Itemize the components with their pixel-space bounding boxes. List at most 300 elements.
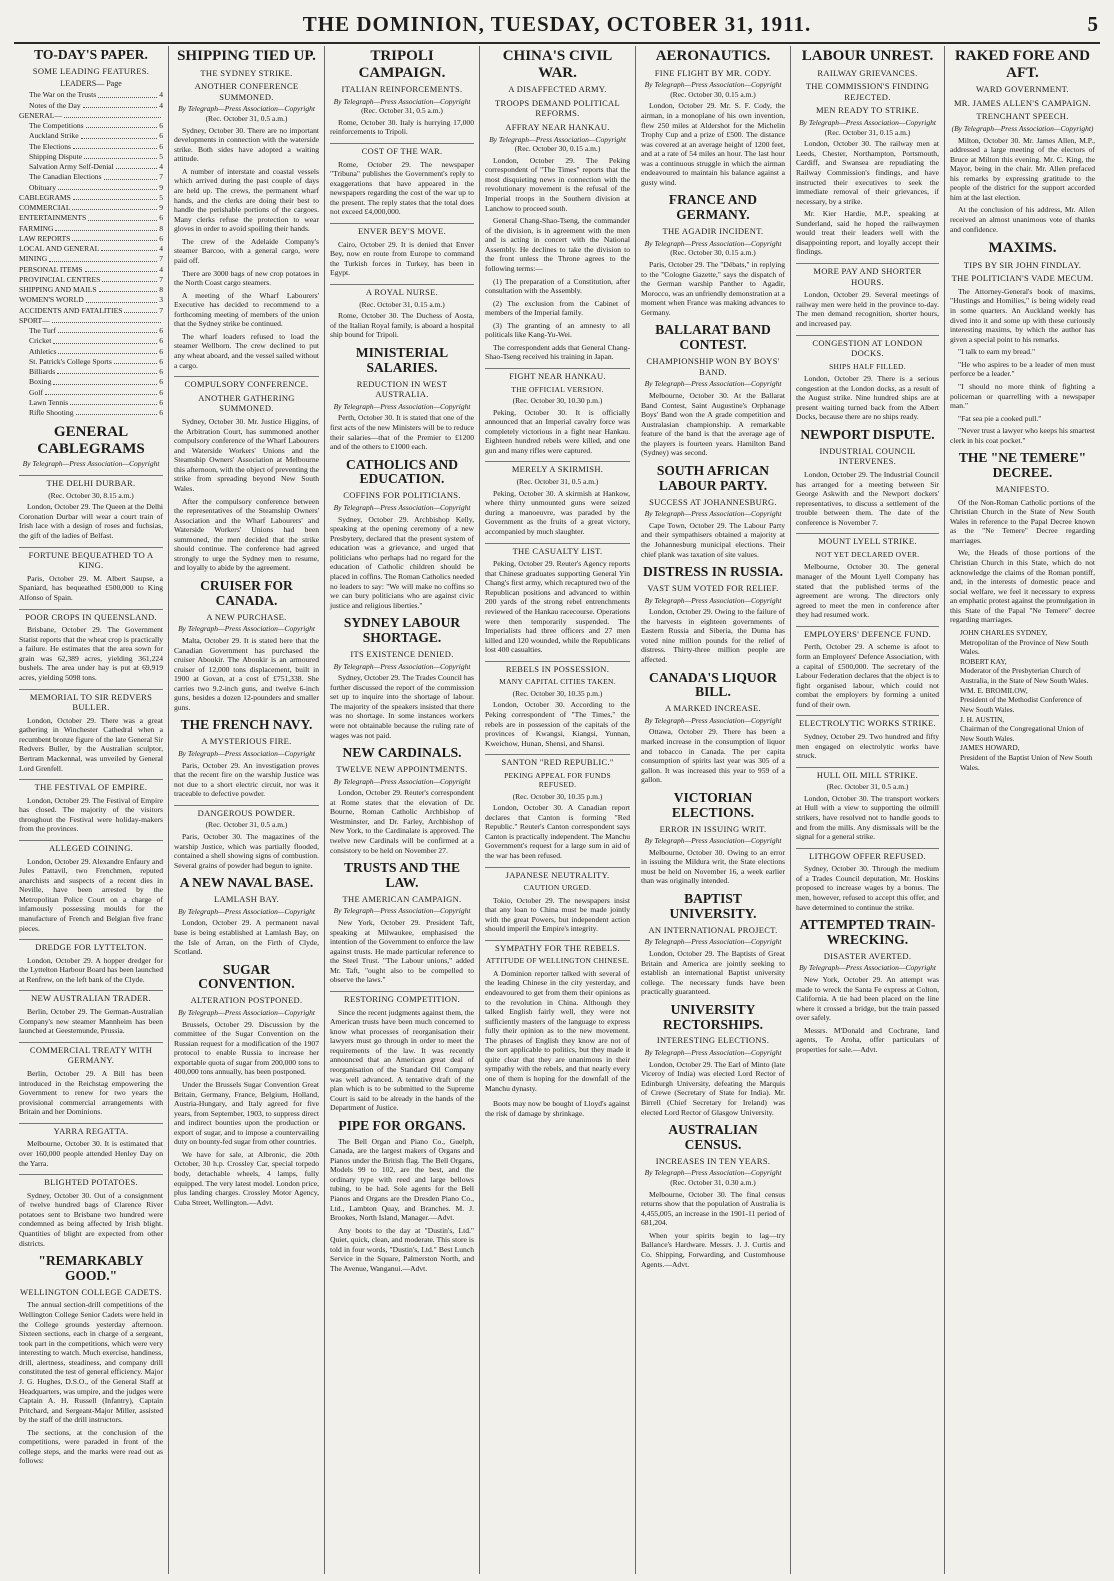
paragraph: "I should no more think of fighting a policeman or quarrelling with a newspaper man." (950, 381, 1095, 411)
article (641, 671, 785, 785)
article (641, 193, 785, 317)
article (174, 48, 319, 370)
article-headline: NEWPORT DISPUTE. (800, 426, 935, 442)
subheading: COST OF THE WAR. (330, 143, 474, 157)
leader-dots (116, 162, 157, 169)
subheading: CHAMPIONSHIP WON BY BOYS' BAND. (646, 356, 780, 377)
feature-page: 7 (159, 274, 163, 284)
article (174, 805, 319, 871)
feature-row (19, 285, 163, 295)
article-headline: CHINA'S CIVIL WAR. (502, 48, 613, 81)
byline: By Telegraph—Press Association—Copyright (178, 906, 315, 916)
paragraph: London, October 29. Alexandre Enfaury and Jules Pattavil, two Frenchmen, reputed anarchists and suspects of a recent dies in Neville, have been arrested by the Metropolitan Police Court on a charge of infamously possessing moulds for the manufacture of French and Belgian five franc pieces. (19, 856, 163, 933)
leader-dots (81, 131, 158, 138)
dateline: (Rec. October 31, 0.30 a.m.) (670, 1178, 756, 1188)
paragraph: Since the recent judgments against them, the American trusts have been much concerned to know what processes of reorganisation their lawyers must go through in order to meet the requirements of the law. It was recently announced that an American great deal of reorganisation of the Standard Oil Company was well advanced. A tentative draft of the plan which is to be submitted to the Supreme Court is said to be already in the hands of the Department of Justice. (330, 1007, 474, 1113)
subheading: A ROYAL NURSE. (330, 284, 474, 298)
article (485, 940, 630, 1093)
article (796, 767, 939, 842)
column-2 (168, 46, 324, 1574)
paragraph: General Chang-Shao-Tseng, the commander of the division, is in agreement with the men and is acting in concert with the National Assembly. He declines to take the division to the front unless the Throne agrees to the following terms:— (485, 216, 630, 273)
feature-page: 6 (159, 408, 163, 418)
article-headline: ATTEMPTED TRAIN-WRECKING. (799, 917, 936, 947)
subheading: POOR CROPS IN QUEENSLAND. (19, 609, 163, 623)
subheading: SYMPATHY FOR THE REBELS. (485, 940, 630, 954)
byline: By Telegraph—Press Association—Copyright (178, 748, 315, 758)
article-headline: THE "NE TEMERE" DECREE. (958, 450, 1087, 481)
paragraph: (3) The granting of an amnesty to all politicals like Kang-Yu-Wei. (485, 320, 630, 340)
article (796, 48, 939, 257)
article-headline: AERONAUTICS. (655, 48, 771, 64)
feature-row (19, 234, 163, 244)
feature-label: SPORT— (19, 315, 50, 325)
article (19, 1042, 163, 1117)
signature-line: President of the Methodist Conference of New South Wales. (960, 695, 1083, 714)
leader-dots (76, 408, 158, 415)
article (330, 991, 474, 1113)
article (485, 661, 630, 748)
article (796, 335, 939, 422)
paragraph: The correspondent adds that General Chang-Shao-Tseng received his training in Japan. (485, 342, 630, 362)
feature-page: 4 (159, 90, 163, 100)
article-headline: PIPE FOR ORGANS. (338, 1117, 466, 1133)
paragraph: Brisbane, October 29. The Government Statist reports that the wheat crop is practically a failure. He estimates that the area sown for grain was 62,389 acres, yielding 361,224 bushels. The area under hay is put at 69,919 acres, yielding 5098 tons. (19, 625, 163, 682)
leader-dots (45, 388, 157, 395)
article (174, 579, 319, 712)
subheading: LITHGOW OFFER REFUSED. (796, 848, 939, 862)
leader-dots (86, 295, 157, 302)
paragraph: Melbourne, October 30. It is estimated that over 160,000 people attended Henley Day on the Yarra. (19, 1139, 163, 1168)
paragraph: Peking, October 29. Reuter's Agency reports that Chinese graduates supporting General Yin Chang's first army, which recaptured two of the Republican positions and advanced to within 200 yards of the strong rebel entrenchments reviewed of the Hankau racecourse. Operations were then temporarily suspended. The Imperialists had three officers and 27 men killed and 120 wounded, while the Republicans lost 400 casualties. (485, 559, 630, 655)
paragraph: Paris, October 29. M. Albert Saupse, a Spaniard, has bequeathed £500,000 to King Alfonso of Spain. (19, 573, 163, 602)
feature-label: Athletics (29, 346, 57, 356)
article (796, 918, 939, 1054)
subheading: YARRA REGATTA. (19, 1123, 163, 1137)
paragraph: Rome, October 29. The newspaper "Tribuna" publishes the Government's reply to exaggerations that have appeared in the newspapers regarding the cost of the war up to the present. The reply states that the total does not exceed £4,000,000. (330, 159, 474, 217)
paragraph: "He who aspires to be a leader of men must perforce be a leader." (950, 359, 1095, 379)
feature-page: 8 (159, 223, 163, 233)
paragraph: Sydney, October 30. Out of a consignment of twelve hundred bags of Clarence River potatoes sent to Brisbane two hundred were condemned as being affected by Irish blight. Quantities of blight are expected from other districts. (19, 1190, 163, 1248)
feature-row (19, 203, 163, 213)
feature-row (19, 142, 163, 152)
feature-label: LOCAL AND GENERAL (19, 244, 100, 254)
article (641, 565, 785, 664)
leader-dots (49, 254, 157, 261)
paragraph: We have for sale, at Albronic, die 20th October, 30 h.p. Crossley Car, special torpedo body, detachable wheels, 4 lamps, fully equipped. The very latest model. London price, plus landing charges. Crossley Motor Agency, Cuba Street, Wellington.—Advt. (174, 1149, 319, 1207)
feature-page: 3 (159, 295, 163, 305)
feature-page: 6 (159, 367, 163, 377)
article (330, 458, 474, 611)
leader-dots (73, 193, 157, 200)
features-header: LEADERS— Page (60, 79, 122, 89)
feature-label: Obituary (29, 182, 56, 192)
leader-dots (64, 111, 161, 118)
subheading: TWELVE NEW APPOINTMENTS. (336, 763, 468, 774)
feature-row (19, 121, 163, 131)
feature-row (19, 193, 163, 203)
leader-dots (88, 213, 157, 220)
feature-page: 9 (159, 182, 163, 192)
feature-row (19, 265, 163, 275)
signature-line: Moderator of the Presbyterian Church of Australia, in the State of New South Wales. (960, 666, 1089, 686)
subheading: INTERESTING ELECTIONS. (656, 1035, 770, 1046)
article-headline: TRIPOLI CAMPAIGN. (358, 48, 446, 81)
signature-line: JAMES HOWARD, (960, 743, 1020, 753)
subheading: A DISAFFECTED ARMY. (508, 84, 607, 94)
article-headline: CATHOLICS AND EDUCATION. (346, 456, 458, 487)
leader-dots (57, 367, 157, 374)
subheading: ENVER BEY'S MOVE. (330, 223, 474, 237)
dateline: (Rec. October 30, 10.35 p.m.) (512, 688, 603, 698)
column-4 (479, 46, 635, 1574)
dateline: (Rec. October 31, 0.5 a.m.) (826, 782, 909, 792)
paragraph: London, October 29. There was a great gathering in Winchester Cathedral when a recumbent bronze figure of the late General Sir Redvers Buller, by the Australian sculptor, Bertram Mackennal, was unveiled by General Lord Grenfell. (19, 715, 163, 773)
feature-page: 7 (159, 172, 163, 182)
paragraph: There are 3000 bags of new crop potatoes in the North Coast cargo steamers. (174, 268, 319, 288)
subheading: MEN READY TO STRIKE. (815, 105, 920, 116)
paragraph: Malta, October 29. It is stated here that the Canadian Government has purchased the cruiser Aboukir. The Aboukir is an armoured cruiser of 12,000 tons displacement, built in 1900 at Govan, at a cost of £751,338. She carries two 9.2-inch guns, and twelve 6-inch guns, besides a dozen 12-pounders and smaller guns. (174, 635, 319, 712)
article (330, 746, 474, 855)
subheading: MANIFESTO. (995, 484, 1050, 494)
paragraph: Cairo, October 29. It is denied that Enver Bey, now en route from Europe to command the Turkish forces in Turkey, has been in Egypt. (330, 239, 474, 278)
feature-row (19, 377, 163, 387)
paragraph: Sydney, October 30. Mr. Justice Higgins, of the Arbitration Court, has summoned another compulsory conference of the Wharf Labourers and Waterside Workers' Unions and the Steamship Owners' Association at Melbourne this afternoon, with the object of preventing the strike from spreading beyond New South Wales. (174, 417, 319, 493)
subheading: DISASTER AVERTED. (823, 950, 912, 961)
byline: By Telegraph—Press Association—Copyright (644, 238, 782, 248)
feature-row (19, 336, 163, 346)
paragraph: London, October 29. The Industrial Council has arranged for a meeting between Sir George Askwith and the Newport dockers' representatives, to discuss a settlement of the trouble between them. The date of the conference is November 7. (796, 470, 939, 527)
feature-label: The Competitions (29, 121, 84, 131)
article (19, 609, 163, 683)
article (485, 1099, 630, 1118)
leader-dots (83, 101, 158, 108)
article-headline: VICTORIAN ELECTIONS. (671, 789, 755, 820)
leader-dots (72, 234, 157, 241)
feature-label: Notes of the Day (29, 100, 81, 110)
dateline: (Rec. October 30, 0.15 a.m.) (670, 89, 756, 99)
article (796, 533, 939, 619)
article (19, 1123, 163, 1168)
paragraph: Sydney, October 30. There are no important developments in connection with the waterside strike. Both sides have adopted a waiting attitude. (174, 125, 319, 164)
feature-label: ENTERTAINMENTS (19, 213, 87, 223)
feature-row (19, 224, 163, 234)
paragraph: (1) The preparation of a Constitution, after consultation with the Assembly. (485, 276, 630, 296)
subheading: AFFRAY NEAR HANKAU. (505, 121, 610, 132)
subheading: TROOPS DEMAND POLITICAL REFORMS. (495, 97, 620, 119)
subheading: WARD GOVERNMENT. (976, 84, 1069, 94)
byline: By Telegraph—Press Association—Copyright (178, 1007, 315, 1017)
signature-line: President of the Baptist Union of New South Wales. (960, 753, 1093, 772)
feature-page: 7 (159, 254, 163, 264)
subheading: ERROR IN ISSUING WRIT. (659, 823, 767, 834)
feature-page: 4 (159, 244, 163, 254)
paragraph: London, October 30. A Canadian report declares that Canton is forming "Red Republic." Reuter's Canton correspondent says Canton is practically independent. The Manchu Government's request for a large sum in aid of the war has been refused. (485, 803, 630, 860)
article-headline: LABOUR UNREST. (801, 48, 934, 64)
dateline: (Rec. October 31, 0.5 a.m.) (361, 106, 443, 116)
paragraph: Cape Town, October 29. The Labour Party and their sympathisers obtained a majority at the Johannesburg municipal elections. Their chief plank was taxation of site values. (641, 520, 785, 559)
signature-line: ROBERT KAY, (960, 656, 1007, 666)
subheading: SUCCESS AT JOHANNESBURG. (649, 496, 777, 507)
paragraph: London, October 29. The Peking correspondent of "The Times" reports that the most disquieting news in connection with the revolutionary movement is the refusal of the Imperial troops in the Southern division at Lanchow to proceed south. (485, 155, 630, 213)
article (174, 963, 319, 1208)
paragraph: Berlin, October 29. A Bill has been introduced in the Reichstag empowering the Government to renew for two years the provisional commercial arrangements with Britain and her Dominions. (19, 1069, 163, 1117)
feature-row (19, 367, 163, 377)
feature-page: 5 (159, 192, 163, 202)
feature-page: 6 (159, 121, 163, 131)
feature-label: The Elections (29, 141, 71, 151)
feature-row (19, 131, 163, 141)
feature-row (19, 244, 163, 254)
dateline: (Rec. October 31, 0.5 a.m.) (205, 820, 288, 830)
feature-label: The Turf (29, 326, 56, 336)
leader-dots (55, 224, 157, 231)
feature-row (19, 254, 163, 264)
leader-dots (124, 306, 157, 313)
paragraph: Brussels, October 29. Discussion by the committee of the Sugar Convention on the Russian request for a modification of the 1907 protocol to enable Russia to increase her exportable quota of sugar from 200,000 tons to 400,000 tons annually, has been postponed. (174, 1019, 319, 1077)
subheading: COMPULSORY CONFERENCE. (174, 376, 319, 390)
feature-row (19, 408, 163, 418)
feature-row (19, 152, 163, 162)
feature-label: Billiards (29, 367, 56, 377)
paragraph: Melbourne, October 30. Owing to an error in issuing the Mildura writ, the State elections must be held on November 16, a week earlier than was originally intended. (641, 847, 785, 886)
subheading: COFFINS FOR POLITICIANS. (343, 490, 461, 501)
article-headline: RAKED FORE AND AFT. (954, 48, 1090, 81)
paragraph: Melbourne, October 30. The final census returns show that the population of Australia is 4,455,005, an increase in the 1901-11 period of 681,204. (641, 1189, 785, 1228)
paragraph: Rome, October 30. The Duchess of Aosta, of the Italian Royal family, is aboard a hospital ship bound for Tripoli. (330, 311, 474, 340)
subheading: RAILWAY GRIEVANCES. (817, 67, 918, 78)
paragraph: The wharf loaders refused to load the steamer Wellborn. The crew declined to put any wheat aboard, and the vessel sailed without a cargo. (174, 331, 319, 370)
article (330, 346, 474, 452)
subheading: ALTERATION POSTPONED. (190, 995, 303, 1006)
article (19, 840, 163, 933)
feature-label: The War on the Trusts (29, 90, 97, 100)
feature-label: ACCIDENTS AND FATALITIES (19, 305, 123, 315)
subheading: WELLINGTON COLLEGE CADETS. (20, 1286, 162, 1297)
byline: By Telegraph—Press Association—Copyright (644, 1168, 782, 1178)
paragraph: Paris, October 29. The "Débats," in replying to the "Cologne Gazette," says the dispatch of the German warship Panther to Agadir, Morocco, was an unfriendly demonstration at a moment when France was making advances to Germany. (641, 260, 785, 317)
article-headline: GENERAL CABLEGRAMS (37, 424, 145, 457)
byline: By Telegraph—Press Association—Copyright (644, 80, 782, 90)
feature-label: Golf (29, 387, 43, 397)
article-headline: DISTRESS IN RUSSIA. (643, 564, 783, 580)
dateline: (Rec. October 31, 0.5 a.m.) (205, 114, 288, 123)
byline: By Telegraph—Press Association—Copyright (489, 134, 626, 144)
article-headline: TRUSTS AND THE LAW. (343, 860, 461, 890)
paragraph: London, October 29. Reuter's correspondent at Rome states that the elevation of Dr. Bourne, Roman Catholic Archbishop of Westminster, and Dr. Farley, Archbishop of New York, to the Cardinalate is approved. The twelve new Cardinals will be confirmed at a consistory to be held on November 27. (330, 788, 474, 855)
paragraph: The Attorney-General's book of maxims, "Hustings and Homilies," is being widely read in some quarters. An Auckland weekly has dived into it and some up with these curiously interesting maxims, by which the author has given a special point to his remarks. (950, 286, 1095, 344)
subheading: THE CASUALTY LIST. (485, 543, 630, 557)
dateline: (Rec. October 31, 0.5 a.m.) (516, 477, 599, 487)
feature-page: 6 (159, 346, 163, 356)
feature-page: 6 (159, 213, 163, 223)
leader-dots (58, 326, 157, 333)
article (641, 464, 785, 559)
byline: By Telegraph—Press Association—Copyright (644, 937, 782, 947)
subheading: AN INTERNATIONAL PROJECT. (648, 924, 778, 935)
leader-dots (104, 172, 158, 179)
subheading: THE POLITICIAN'S VADE MECUM. (951, 273, 1094, 284)
subheading: HULL OIL MILL STRIKE. (796, 767, 939, 781)
article-headline: FRANCE AND GERMANY. (668, 192, 758, 223)
article-headline: NEW CARDINALS. (342, 745, 462, 761)
leader-dots (52, 316, 161, 323)
subheading: ITS EXISTENCE DENIED. (350, 648, 454, 659)
article (796, 715, 939, 760)
leader-dots (53, 377, 157, 384)
subheading: A MYSTERIOUS FIRE. (201, 736, 292, 747)
subheading: REDUCTION IN WEST AUSTRALIA. (356, 378, 448, 400)
feature-page: 6 (159, 356, 163, 366)
paragraph: Paris, October 29. An investigation proves that the recent fire on the warship Justice was not due to a short electric circuit, nor was it traceable to defective powder. (174, 760, 319, 799)
leader-dots (84, 152, 157, 159)
signature-line: J. H. AUSTIN, (960, 714, 1005, 724)
column-1 (14, 46, 168, 1574)
dateline: (Rec. October 30, 8.15 a.m.) (48, 490, 134, 500)
paragraph: "Fat sea pie a cooked pull." (958, 413, 1042, 423)
byline: By Telegraph—Press Association—Copyright (644, 715, 782, 725)
signature-line: JOHN CHARLES SYDNEY, (960, 627, 1048, 637)
paragraph: "I talk to earn my bread." (958, 347, 1036, 357)
article (19, 1174, 163, 1248)
sub-subheading: SHIPS HALF FILLED. (829, 361, 906, 371)
article (19, 48, 163, 418)
subheading: A NEW PURCHASE. (206, 611, 287, 622)
paragraph: The crew of the Adelaide Company's steamer Barcoo, with a general cargo, were paid off. (174, 236, 319, 265)
paragraph: New York, October 29. President Taft, speaking at Milwaukee, emphasised the intention of the Government to enforce the law against trusts. He made particular reference to the Steel Trust. "The Labour unions," added Mr. Taft, "ought also to be compelled to observe the laws." (330, 918, 474, 985)
article (950, 48, 1095, 234)
paragraph: (2) The exclusion from the Cabinet of members of the Imperial family. (485, 298, 630, 318)
paragraph: A Dominion reporter talked with several of the leading Chinese in the city yesterday, and endeavoured to get from them their opinions as to the revolution in China. Although they talked English fairly well, they were not sufficiently masters of the language to express fully their opinion as to the new movement. The phrases of English they know are not of the sort applicable to politics, but they made it quite clear that they are unanimous in their sympathy with the rebels, and that nearly every one of them is hoping for the downfall of the Manchu dynasty. (485, 968, 630, 1093)
page-number: 5 (1087, 12, 1098, 36)
article (796, 263, 939, 329)
feature-row (19, 172, 163, 182)
article (19, 689, 163, 774)
feature-label: Salvation Army Self-Denial (29, 162, 114, 172)
paragraph: Peking, October 30. A skirmish at Hankow, where thirty unmounted guns were seized during a manoeuvre, was paraded by the Government as the fruits of a great victory, accompanied by much slaughter. (485, 488, 630, 536)
subheading: DREDGE FOR LYTTELTON. (19, 939, 163, 953)
article (950, 240, 1095, 445)
subheading: ELECTROLYTIC WORKS STRIKE. (796, 715, 939, 729)
article (174, 718, 319, 798)
paragraph: London, October 29. A hopper dredger for the Lyttelton Harbour Board has been launched at Renfrew, on the left bank of the Clyde. (19, 955, 163, 984)
feature-page: 4 (159, 100, 163, 110)
article (330, 861, 474, 985)
paragraph: Sydney, October 30. Through the medium of a Trades Council deputation, Mr. Hoskins proposed to increase wages by a bonus. The men, however, refused to accept this offer, and have determined to continue the strike. (796, 864, 939, 912)
subheading: MEMORIAL TO SIR REDVERS BULLER. (19, 689, 163, 713)
subheading: INDUSTRIAL COUNCIL INTERVENES. (819, 445, 916, 467)
paragraph: "Never trust a lawyer who keeps his smartest clerk in his coat pocket." (950, 426, 1096, 445)
feature-label: Boxing (29, 377, 52, 387)
leader-dots (98, 90, 157, 97)
feature-row (19, 306, 163, 316)
column-5 (635, 46, 790, 1574)
paragraph: Under the Brussels Sugar Convention Great Britain, Germany, France, Belgium, Holland, Austria-Hungary, and Italy agreed for five years, from September, 1903, to suppress direct and indirect bounties upon the production or export of sugar, and to impose a countervailing duty on bounty-fed sugar from other countries. (174, 1079, 319, 1147)
sub-subheading: PEKING APPEAL FOR FUNDS REFUSED. (504, 770, 611, 790)
byline: By Telegraph—Press Association—Copyright (644, 379, 782, 389)
article (330, 223, 474, 278)
article (19, 990, 163, 1035)
article (796, 626, 939, 710)
paragraph: At the conclusion of his address, Mr. Allen received an almost unanimous vote of thanks and confidence. (950, 205, 1095, 234)
article (796, 428, 939, 527)
article (19, 547, 163, 603)
leader-dots (73, 142, 157, 149)
column-6 (790, 46, 944, 1574)
sub-subheading: THE OFFICIAL VERSION. (511, 384, 604, 394)
article (485, 461, 630, 536)
article-headline: SYDNEY LABOUR SHORTAGE. (343, 615, 461, 646)
feature-label: PROVINCIAL CENTRES (19, 274, 101, 284)
article (19, 475, 163, 541)
feature-label: WOMEN'S WORLD (19, 295, 84, 305)
sub-subheading: NOT YET DECLARED OVER. (815, 550, 920, 560)
subheading: FINE FLIGHT BY MR. CODY. (654, 67, 772, 78)
dateline: (Rec. October 30, 0.15 a.m.) (670, 248, 756, 258)
byline: By Telegraph—Press Association—Copyright (644, 595, 782, 605)
subheading: THE DELHI DURBAR. (19, 475, 163, 489)
article-headline: A NEW NAVAL BASE. (179, 875, 314, 891)
feature-label: Shipping Dispute (29, 151, 82, 161)
feature-label: COMMERCIAL (19, 203, 71, 213)
article (19, 1254, 163, 1466)
feature-row (19, 213, 163, 223)
article (174, 376, 319, 573)
feature-label: Auckland Strike (29, 131, 79, 141)
article-headline: CRUISER FOR CANADA. (200, 578, 293, 608)
paragraph: Sydney, October 29. Two hundred and fifty men engaged on electrolytic works have struck. (796, 731, 939, 761)
byline: By Telegraph—Press Association—Copyright (178, 624, 315, 634)
subheading: REBELS IN POSSESSION. (485, 661, 630, 675)
byline: By Telegraph—Press Association—Copyright (644, 1048, 782, 1058)
leader-dots (58, 183, 157, 190)
subheading: ALLEGED COINING. (19, 840, 163, 854)
article-headline: SHIPPING TIED UP. (177, 48, 316, 64)
paragraph: Tokio, October 29. The newspapers insist that any loan to China must be made jointly with the great Powers, but independent action should imperil the Empire's integrity. (485, 895, 630, 934)
feature-row (19, 90, 163, 100)
feature-label: SHIPPING AND MAILS (19, 285, 97, 295)
paragraph: Sydney, October 29. Archbishop Kelly, speaking at the opening ceremony of a new Presbytery, declared that the present system of education was a grievance, and urged that politicians who perhaps had no regard for the education of Catholic children should be placed in coffins. The Roman Catholics needed no leaders to say: "We will make no coffins so we can bury politicians who are against civic justice and religious liberties." (330, 514, 474, 610)
paragraph: Messrs. M'Donald and Cochrane, land agents, Te Aroha, offer particulars of properties for sale.—Advt. (796, 1025, 939, 1055)
feature-page: 5 (159, 151, 163, 161)
subheading: SANTON "RED REPUBLIC." (485, 754, 630, 768)
subheading: A MARKED INCREASE. (665, 703, 761, 714)
subheading: VAST SUM VOTED FOR RELIEF. (647, 582, 779, 593)
article (174, 876, 319, 956)
byline: (By Telegraph—Press Association—Copyright) (951, 123, 1094, 133)
article (19, 939, 163, 984)
article (330, 616, 474, 740)
paragraph: The sections, at the conclusion of the competitions, were paraded in front of the college steps, and the marks were read out as follows: (19, 1427, 163, 1466)
feature-label: Rifle Shooting (29, 408, 74, 418)
feature-label: MINING (19, 254, 48, 264)
byline: By Telegraph—Press Association—Copyright (644, 509, 782, 519)
column-3 (324, 46, 479, 1574)
paragraph: Melbourne, October 30. At the Ballarat Band Contest, Saint Augustine's Orphanage Boys' Band won the A grade competition and Australasian championship. A remarkable feature of the band is that the average age of the players is fourteen years. Hamilton Band (Sydney) was second. (641, 390, 785, 458)
paragraph: Peking, October 30. It is officially announced that an Imperial cavalry force was completely victorious in a fight near Hankau. Eighteen hundred rebels were killed, and one gun and many rifles were captured. (485, 407, 630, 455)
subheading: TIPS BY SIR JOHN FINDLAY. (963, 259, 1082, 270)
paragraph: Berlin, October 29. The German-Australian Company's new steamer Mannheim has been launched at Geestemunde, Prussia. (19, 1007, 163, 1036)
paragraph: We, the Heads of those portions of the Christian Church in this State, which do not acknowledge the claims of the Roman pontiff, and, in the interests of domestic peace and social welfare, we feel it necessary to express an emphatic protest against the promulgation in this State of the Papal "Ne Temere" decree regarding marriages. (950, 548, 1095, 625)
byline: By Telegraph—Press Association—Copyright (644, 836, 782, 846)
subheading: SOME LEADING FEATURES. (32, 65, 150, 76)
feature-label: PERSONAL ITEMS (19, 264, 83, 274)
article-headline: THE FRENCH NAVY. (180, 717, 313, 733)
feature-page: 7 (159, 305, 163, 315)
article (485, 368, 630, 455)
feature-label: Lawn Tennis (29, 397, 69, 407)
paragraph: Rome, October 30. Italy is hurrying 17,000 reinforcements to Tripoli. (330, 117, 474, 137)
column-7 (944, 46, 1100, 1574)
